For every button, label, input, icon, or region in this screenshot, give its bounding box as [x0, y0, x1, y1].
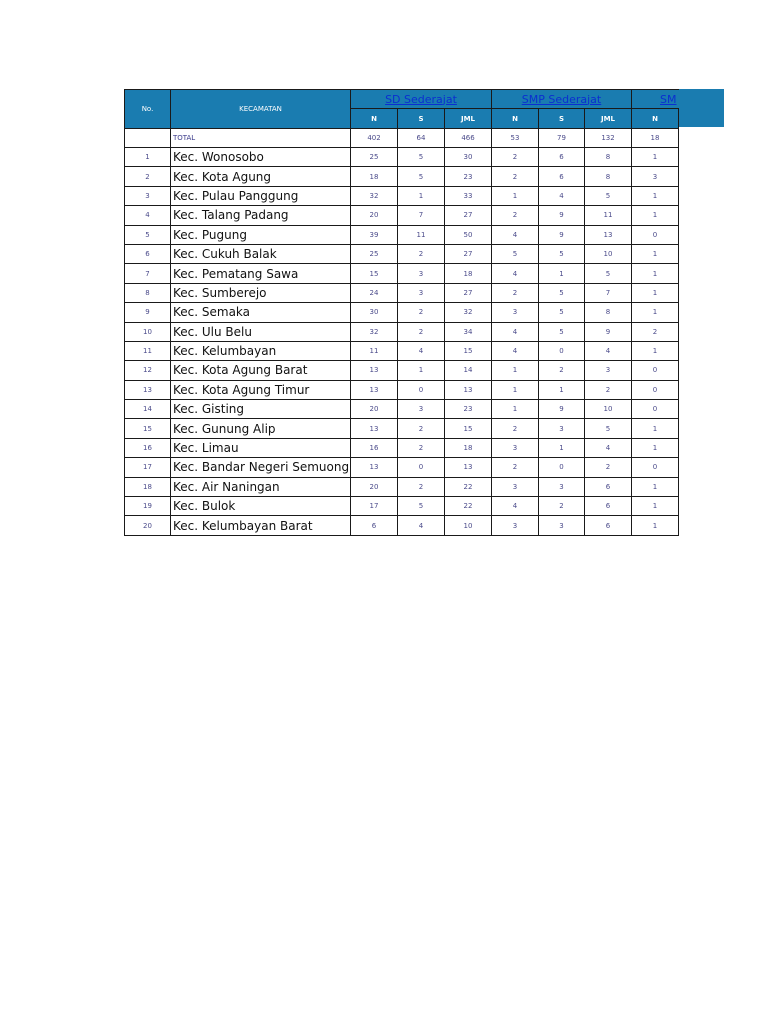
cell-value: 5 [585, 186, 632, 205]
cell-value: 50 [445, 225, 492, 244]
cell-value: 1 [492, 400, 539, 419]
cell-value: 7 [585, 283, 632, 302]
cell-value: 32 [351, 186, 398, 205]
cell-value: 18 [351, 167, 398, 186]
kecamatan-name: Kec. Semaka [171, 303, 351, 322]
cell-value: 2 [398, 438, 445, 457]
cell-value: 1 [539, 380, 585, 399]
cell-value: 1 [539, 264, 585, 283]
group-header-smp [492, 90, 632, 109]
cell-value: 3 [539, 419, 585, 438]
row-number: 12 [125, 361, 171, 380]
total-no [125, 129, 171, 148]
kecamatan-name: Kec. Gunung Alip [171, 419, 351, 438]
cell-value: 10 [585, 400, 632, 419]
cell-value: 5 [585, 264, 632, 283]
group-header-sd [351, 90, 492, 109]
sub-header-sm-n: N [632, 109, 679, 129]
row-number: 6 [125, 244, 171, 263]
cell-value: 3 [398, 283, 445, 302]
total-value: 18 [632, 129, 679, 148]
cell-value: 9 [539, 206, 585, 225]
kecamatan-name: Kec. Talang Padang [171, 206, 351, 225]
cell-value: 5 [398, 167, 445, 186]
cell-value: 13 [351, 380, 398, 399]
cell-value: 20 [351, 477, 398, 496]
cell-value: 0 [632, 458, 679, 477]
group-header-sm [632, 90, 679, 109]
cell-value: 13 [445, 458, 492, 477]
cell-value: 7 [398, 206, 445, 225]
cell-value: 27 [445, 283, 492, 302]
cell-value: 33 [445, 186, 492, 205]
cell-value: 4 [398, 341, 445, 360]
cell-value: 2 [398, 322, 445, 341]
header-kecamatan: KECAMATAN [171, 90, 351, 129]
cell-value: 20 [351, 400, 398, 419]
cell-value: 1 [632, 148, 679, 167]
cell-value: 15 [445, 419, 492, 438]
row-number: 1 [125, 148, 171, 167]
cell-value: 1 [398, 361, 445, 380]
cell-value: 6 [539, 148, 585, 167]
cell-value: 9 [585, 322, 632, 341]
cell-value: 5 [398, 497, 445, 516]
cell-value: 2 [398, 303, 445, 322]
row-number: 4 [125, 206, 171, 225]
cell-value: 2 [492, 283, 539, 302]
row-number: 20 [125, 516, 171, 535]
cell-value: 2 [398, 419, 445, 438]
total-label: TOTAL [171, 129, 351, 148]
cell-value: 13 [351, 458, 398, 477]
cell-value: 1 [539, 438, 585, 457]
table-row [125, 516, 679, 535]
cell-value: 6 [585, 497, 632, 516]
kecamatan-name: Kec. Pulau Panggung [171, 186, 351, 205]
sd-sederajat-link[interactable]: SD Sederajat [385, 92, 457, 106]
table-row [125, 244, 679, 263]
table-row [125, 497, 679, 516]
cell-value: 25 [351, 244, 398, 263]
cell-value: 17 [351, 497, 398, 516]
cell-value: 11 [585, 206, 632, 225]
table-row [125, 322, 679, 341]
cell-value: 0 [632, 361, 679, 380]
kecamatan-table [124, 89, 679, 536]
cell-value: 6 [585, 516, 632, 535]
cell-value: 5 [492, 244, 539, 263]
cell-value: 11 [398, 225, 445, 244]
table-row [125, 341, 679, 360]
cell-value: 4 [585, 438, 632, 457]
cell-value: 0 [398, 458, 445, 477]
kecamatan-name: Kec. Pugung [171, 225, 351, 244]
row-number: 11 [125, 341, 171, 360]
cell-value: 0 [539, 458, 585, 477]
cell-value: 16 [351, 438, 398, 457]
cell-value: 15 [351, 264, 398, 283]
kecamatan-name: Kec. Wonosobo [171, 148, 351, 167]
row-number: 7 [125, 264, 171, 283]
cell-value: 2 [492, 458, 539, 477]
cell-value: 30 [351, 303, 398, 322]
cell-value: 5 [539, 322, 585, 341]
cell-value: 14 [445, 361, 492, 380]
cell-value: 18 [445, 438, 492, 457]
cell-value: 22 [445, 497, 492, 516]
cell-value: 22 [445, 477, 492, 496]
cell-value: 24 [351, 283, 398, 302]
kecamatan-name: Kec. Kota Agung Barat [171, 361, 351, 380]
cell-value: 1 [632, 283, 679, 302]
kecamatan-name: Kec. Limau [171, 438, 351, 457]
cell-value: 3 [398, 400, 445, 419]
cell-value: 1 [632, 497, 679, 516]
kecamatan-name: Kec. Cukuh Balak [171, 244, 351, 263]
cell-value: 10 [445, 516, 492, 535]
kecamatan-name: Kec. Ulu Belu [171, 322, 351, 341]
sub-header-smp-s: S [539, 109, 585, 129]
cell-value: 4 [492, 264, 539, 283]
cell-value: 32 [445, 303, 492, 322]
table-row [125, 167, 679, 186]
kecamatan-name: Kec. Bandar Negeri Semuong [171, 458, 351, 477]
cell-value: 0 [632, 225, 679, 244]
table-row [125, 283, 679, 302]
cell-value: 9 [539, 225, 585, 244]
cell-value: 4 [492, 497, 539, 516]
row-number: 17 [125, 458, 171, 477]
cell-value: 3 [492, 303, 539, 322]
table-row [125, 400, 679, 419]
row-number: 8 [125, 283, 171, 302]
row-number: 19 [125, 497, 171, 516]
kecamatan-name: Kec. Kota Agung Timur [171, 380, 351, 399]
row-number: 18 [125, 477, 171, 496]
cell-value: 25 [351, 148, 398, 167]
kecamatan-name: Kec. Air Naningan [171, 477, 351, 496]
cell-value: 4 [585, 341, 632, 360]
cell-value: 9 [539, 400, 585, 419]
table-row [125, 438, 679, 457]
cell-value: 32 [351, 322, 398, 341]
sub-header-sd-s: S [398, 109, 445, 129]
cell-value: 1 [632, 206, 679, 225]
cell-value: 2 [492, 206, 539, 225]
total-value: 402 [351, 129, 398, 148]
table-row [125, 419, 679, 438]
sub-header-smp-n: N [492, 109, 539, 129]
sub-header-sd-jml: JML [445, 109, 492, 129]
kecamatan-name: Kec. Kelumbayan Barat [171, 516, 351, 535]
kecamatan-name: Kec. Kelumbayan [171, 341, 351, 360]
cell-value: 1 [632, 264, 679, 283]
cell-value: 5 [398, 148, 445, 167]
cell-value: 30 [445, 148, 492, 167]
cell-value: 2 [492, 167, 539, 186]
cell-value: 1 [632, 244, 679, 263]
row-number: 9 [125, 303, 171, 322]
cell-value: 20 [351, 206, 398, 225]
cell-value: 0 [632, 400, 679, 419]
row-number: 2 [125, 167, 171, 186]
cell-value: 2 [398, 477, 445, 496]
cell-value: 27 [445, 244, 492, 263]
cell-value: 39 [351, 225, 398, 244]
cell-value: 1 [492, 361, 539, 380]
kecamatan-name: Kec. Gisting [171, 400, 351, 419]
cell-value: 2 [539, 497, 585, 516]
row-number: 15 [125, 419, 171, 438]
sm-sederajat-link[interactable]: SM [660, 92, 677, 106]
table-row [125, 148, 679, 167]
total-value: 64 [398, 129, 445, 148]
total-value: 79 [539, 129, 585, 148]
cell-value: 18 [445, 264, 492, 283]
cell-value: 10 [585, 244, 632, 263]
cell-value: 1 [632, 438, 679, 457]
row-number: 13 [125, 380, 171, 399]
cell-value: 2 [492, 148, 539, 167]
total-value: 53 [492, 129, 539, 148]
cell-value: 6 [351, 516, 398, 535]
cell-value: 5 [539, 244, 585, 263]
smp-sederajat-link[interactable]: SMP Sederajat [521, 92, 602, 106]
cell-value: 2 [632, 322, 679, 341]
total-value: 466 [445, 129, 492, 148]
table-row [125, 186, 679, 205]
cell-value: 0 [632, 380, 679, 399]
cell-value: 4 [539, 186, 585, 205]
table-row [125, 206, 679, 225]
kecamatan-name: Kec. Kota Agung [171, 167, 351, 186]
row-number: 3 [125, 186, 171, 205]
row-number: 10 [125, 322, 171, 341]
cell-value: 2 [585, 380, 632, 399]
sub-header-sd-n: N [351, 109, 398, 129]
cell-value: 15 [445, 341, 492, 360]
cell-value: 6 [585, 477, 632, 496]
table-row [125, 380, 679, 399]
cell-value: 2 [539, 361, 585, 380]
cell-value: 3 [585, 361, 632, 380]
cell-value: 3 [539, 516, 585, 535]
header-no: No. [125, 90, 171, 129]
cell-value: 3 [492, 438, 539, 457]
cell-value: 4 [492, 322, 539, 341]
cell-value: 5 [539, 283, 585, 302]
row-number: 5 [125, 225, 171, 244]
cell-value: 1 [398, 186, 445, 205]
cell-value: 1 [492, 186, 539, 205]
cell-value: 13 [351, 361, 398, 380]
cell-value: 2 [585, 458, 632, 477]
cell-value: 34 [445, 322, 492, 341]
cell-value: 1 [632, 516, 679, 535]
cell-value: 4 [492, 341, 539, 360]
cell-value: 11 [351, 341, 398, 360]
cell-value: 1 [632, 477, 679, 496]
kecamatan-name: Kec. Sumberejo [171, 283, 351, 302]
cell-value: 5 [539, 303, 585, 322]
cell-value: 13 [445, 380, 492, 399]
cell-value: 6 [539, 167, 585, 186]
cell-value: 27 [445, 206, 492, 225]
cell-value: 2 [398, 244, 445, 263]
cell-value: 1 [492, 380, 539, 399]
cell-value: 23 [445, 167, 492, 186]
cell-value: 0 [539, 341, 585, 360]
cell-value: 1 [632, 186, 679, 205]
cell-value: 1 [632, 341, 679, 360]
cell-value: 3 [539, 477, 585, 496]
total-row [125, 129, 679, 148]
table-row [125, 361, 679, 380]
cell-value: 1 [632, 419, 679, 438]
cell-value: 13 [351, 419, 398, 438]
cell-value: 23 [445, 400, 492, 419]
table-row [125, 225, 679, 244]
cell-value: 8 [585, 303, 632, 322]
header-row-groups [125, 90, 679, 109]
kecamatan-name: Kec. Pematang Sawa [171, 264, 351, 283]
cell-value: 4 [398, 516, 445, 535]
cell-value: 1 [632, 303, 679, 322]
cell-value: 3 [398, 264, 445, 283]
table-row [125, 303, 679, 322]
cell-value: 4 [492, 225, 539, 244]
row-number: 14 [125, 400, 171, 419]
cell-value: 8 [585, 167, 632, 186]
cell-value: 0 [398, 380, 445, 399]
cell-value: 8 [585, 148, 632, 167]
row-number: 16 [125, 438, 171, 457]
table-row [125, 477, 679, 496]
cell-value: 3 [632, 167, 679, 186]
cell-value: 2 [492, 419, 539, 438]
kecamatan-name: Kec. Bulok [171, 497, 351, 516]
total-value: 132 [585, 129, 632, 148]
cell-value: 5 [585, 419, 632, 438]
table-row [125, 458, 679, 477]
cell-value: 3 [492, 516, 539, 535]
cell-value: 3 [492, 477, 539, 496]
sub-header-smp-jml: JML [585, 109, 632, 129]
cell-value: 13 [585, 225, 632, 244]
table-row [125, 264, 679, 283]
